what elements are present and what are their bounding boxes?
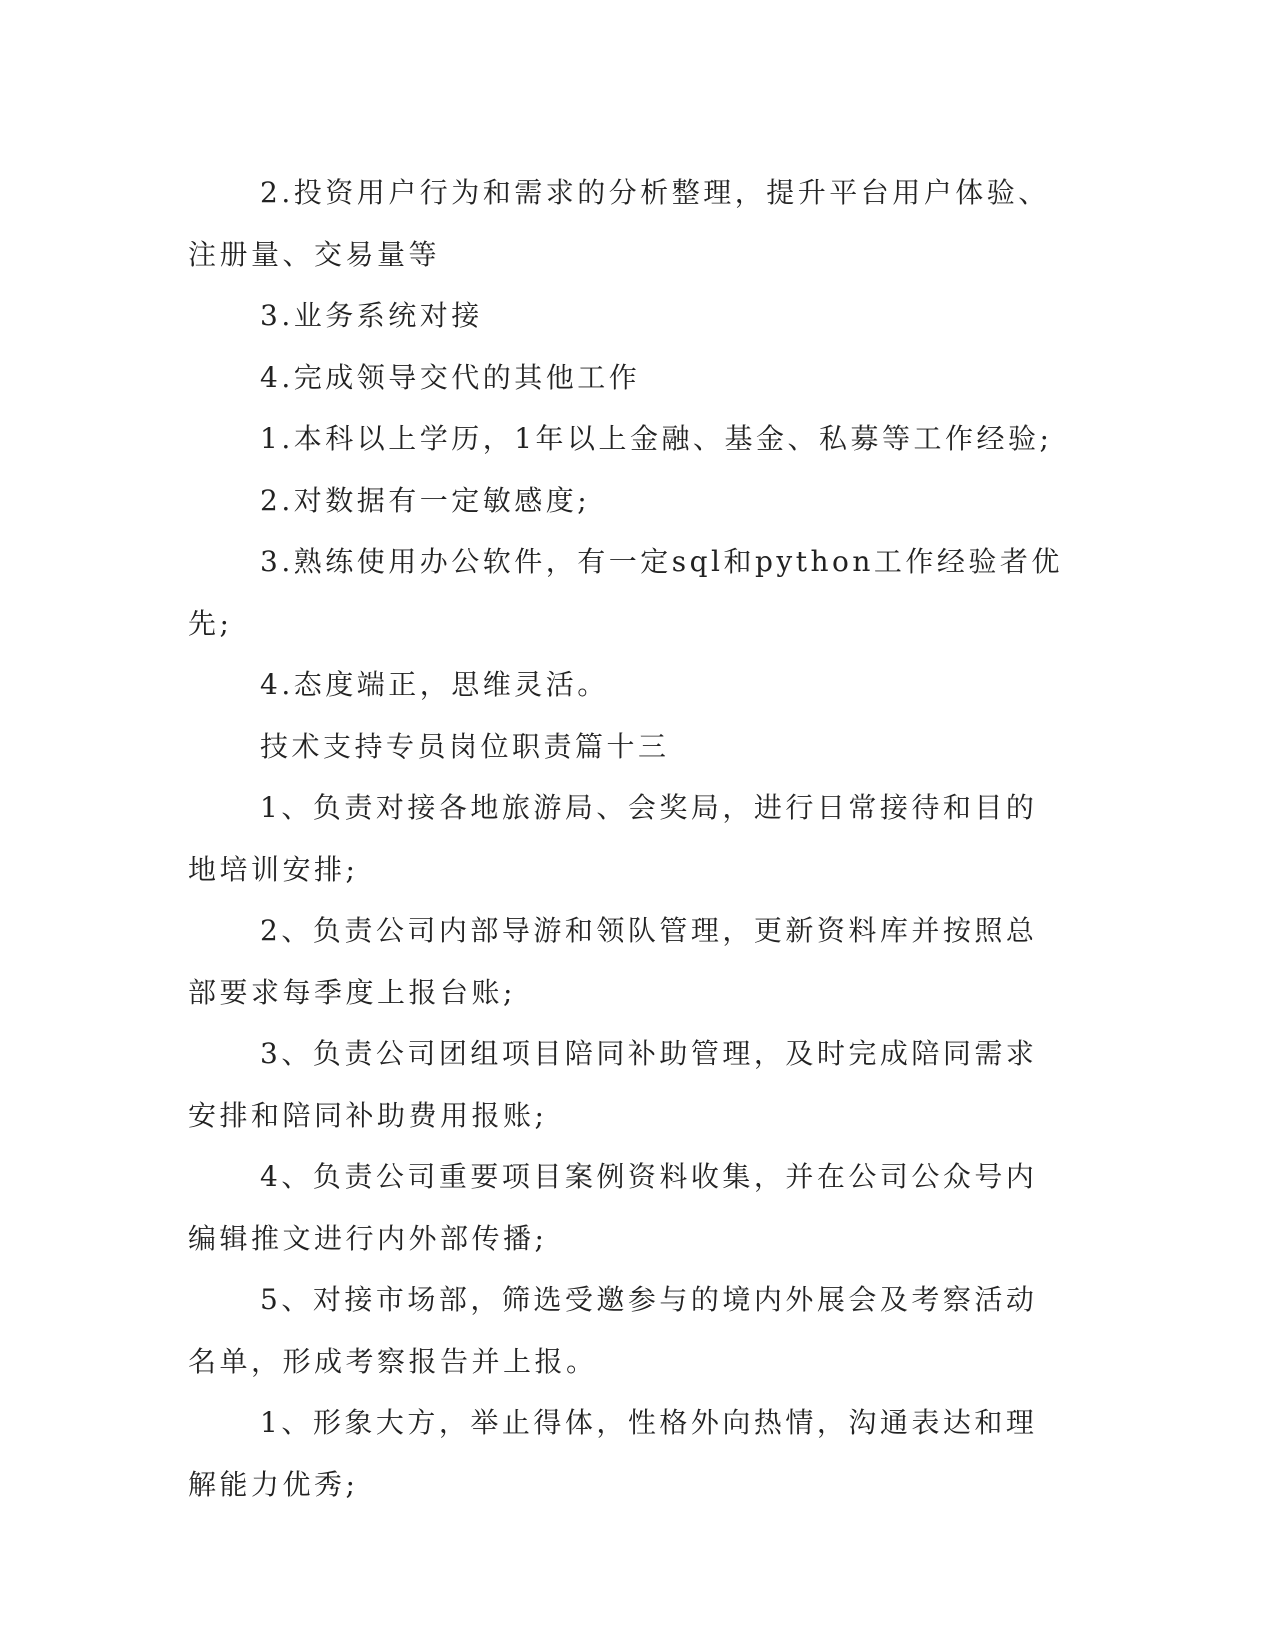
paragraph: 3.熟练使用办公软件，有一定sql和python工作经验者优先;	[188, 545, 1063, 640]
paragraph: 1.本科以上学历，1年以上金融、基金、私募等工作经验;	[260, 422, 1053, 455]
paragraph: 1、负责对接各地旅游局、会奖局，进行日常接待和目的地培训安排;	[188, 791, 1038, 886]
section-heading: 技术支持专员岗位职责篇十三	[260, 729, 670, 763]
paragraph: 5、对接市场部，筛选受邀参与的境内外展会及考察活动名单，形成考察报告并上报。	[188, 1283, 1038, 1378]
paragraph: 3.业务系统对接	[260, 299, 483, 332]
paragraph: 2、负责公司内部导游和领队管理，更新资料库并按照总部要求每季度上报台账;	[188, 914, 1038, 1009]
paragraph: 3、负责公司团组项目陪同补助管理，及时完成陪同需求安排和陪同补助费用报账;	[188, 1037, 1038, 1132]
document-body	[188, 162, 1068, 1515]
paragraph: 4.态度端正，思维灵活。	[260, 668, 609, 701]
paragraph: 2.对数据有一定敏感度;	[260, 483, 591, 517]
paragraph: 4、负责公司重要项目案例资料收集，并在公司公众号内编辑推文进行内外部传播;	[188, 1160, 1038, 1255]
paragraph: 2.投资用户行为和需求的分析整理，提升平台用户体验、注册量、交易量等	[188, 176, 1050, 271]
paragraph: 1、形象大方，举止得体，性格外向热情，沟通表达和理解能力优秀;	[188, 1406, 1038, 1501]
paragraph: 4.完成领导交代的其他工作	[260, 360, 641, 394]
